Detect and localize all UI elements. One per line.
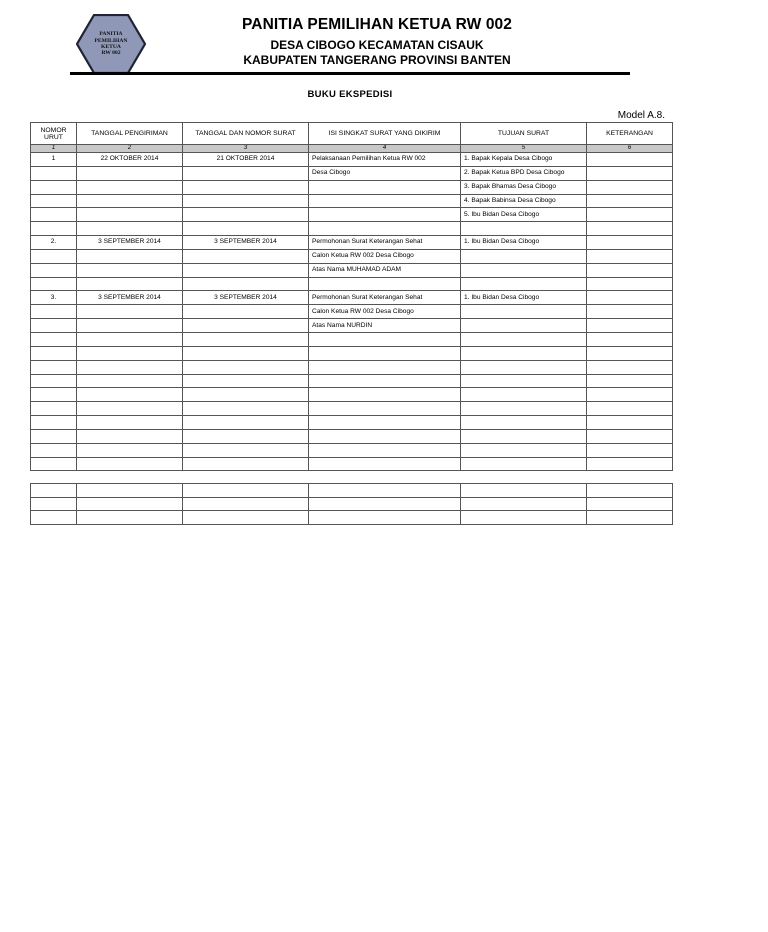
cell-isi-singkat: Permohonan Surat Keterangan Sehat bbox=[309, 236, 461, 250]
cell-keterangan bbox=[587, 360, 673, 374]
cell-isi-singkat bbox=[309, 457, 461, 471]
cell-isi-singkat: Atas Nama NURDIN bbox=[309, 319, 461, 333]
cell-tanggal-pengiriman bbox=[77, 402, 183, 416]
table-row bbox=[31, 319, 673, 333]
cell-tanggal-pengiriman bbox=[77, 222, 183, 236]
cell-keterangan bbox=[587, 180, 673, 194]
cell-tanggal-pengiriman bbox=[77, 208, 183, 222]
header-divider bbox=[70, 72, 630, 75]
cell-nomor-urut bbox=[31, 457, 77, 471]
cell-tujuan-surat bbox=[461, 277, 587, 291]
cell-tanggal-nomor-surat bbox=[183, 208, 309, 222]
cell-tanggal-nomor-surat bbox=[183, 429, 309, 443]
cell-keterangan bbox=[587, 497, 673, 511]
cell-nomor-urut bbox=[31, 277, 77, 291]
cell-tujuan-surat bbox=[461, 497, 587, 511]
table-row bbox=[31, 429, 673, 443]
table-row bbox=[31, 277, 673, 291]
cell-tanggal-nomor-surat bbox=[183, 457, 309, 471]
cell-tanggal-pengiriman bbox=[77, 457, 183, 471]
table-row bbox=[31, 416, 673, 430]
cell-keterangan bbox=[587, 194, 673, 208]
cell-tanggal-nomor-surat bbox=[183, 222, 309, 236]
table-row bbox=[31, 360, 673, 374]
cell-nomor-urut bbox=[31, 249, 77, 263]
table-row bbox=[31, 208, 673, 222]
cell-tanggal-nomor-surat bbox=[183, 277, 309, 291]
cell-keterangan bbox=[587, 291, 673, 305]
table-row bbox=[31, 402, 673, 416]
document-title: PANITIA PEMILIHAN KETUA RW 002 bbox=[242, 16, 512, 33]
cell-keterangan bbox=[587, 443, 673, 457]
column-number-row bbox=[31, 145, 673, 153]
cell-tanggal-nomor-surat bbox=[183, 305, 309, 319]
cell-tanggal-pengiriman bbox=[77, 497, 183, 511]
cell-isi-singkat bbox=[309, 346, 461, 360]
cell-nomor-urut: 2. bbox=[31, 236, 77, 250]
table-row bbox=[31, 249, 673, 263]
cell-tujuan-surat bbox=[461, 360, 587, 374]
continuation-table bbox=[30, 483, 673, 525]
cell-isi-singkat bbox=[309, 497, 461, 511]
table-row bbox=[31, 332, 673, 346]
table-row bbox=[31, 484, 673, 498]
column-number: 6 bbox=[587, 145, 673, 153]
cell-nomor-urut bbox=[31, 305, 77, 319]
cell-tujuan-surat bbox=[461, 319, 587, 333]
cell-tujuan-surat bbox=[461, 457, 587, 471]
column-number: 5 bbox=[461, 145, 587, 153]
header-tanggal-pengiriman: TANGGAL PENGIRIMAN bbox=[77, 123, 183, 145]
cell-isi-singkat: Desa Cibogo bbox=[309, 166, 461, 180]
cell-nomor-urut bbox=[31, 180, 77, 194]
cell-tanggal-nomor-surat bbox=[183, 194, 309, 208]
cell-nomor-urut bbox=[31, 222, 77, 236]
cell-tujuan-surat: 3. Bapak Bhamas Desa Cibogo bbox=[461, 180, 587, 194]
header-keterangan: KETERANGAN bbox=[587, 123, 673, 145]
cell-tanggal-nomor-surat bbox=[183, 497, 309, 511]
cell-nomor-urut bbox=[31, 360, 77, 374]
cell-isi-singkat bbox=[309, 277, 461, 291]
cell-keterangan bbox=[587, 222, 673, 236]
cell-tujuan-surat bbox=[461, 429, 587, 443]
cell-keterangan bbox=[587, 208, 673, 222]
cell-tujuan-surat: 2. Bapak Ketua BPD Desa Cibogo bbox=[461, 166, 587, 180]
dispatch-table bbox=[30, 122, 673, 471]
cell-tanggal-pengiriman bbox=[77, 360, 183, 374]
table-row bbox=[31, 305, 673, 319]
book-title: BUKU EKSPEDISI bbox=[307, 89, 393, 100]
cell-tanggal-nomor-surat bbox=[183, 332, 309, 346]
cell-tanggal-pengiriman bbox=[77, 346, 183, 360]
cell-tanggal-pengiriman bbox=[77, 305, 183, 319]
cell-nomor-urut bbox=[31, 511, 77, 525]
cell-keterangan bbox=[587, 374, 673, 388]
cell-tujuan-surat bbox=[461, 484, 587, 498]
cell-tanggal-nomor-surat bbox=[183, 166, 309, 180]
village-district-line: DESA CIBOGO KECAMATAN CISAUK bbox=[270, 38, 484, 52]
cell-isi-singkat bbox=[309, 180, 461, 194]
cell-tujuan-surat bbox=[461, 511, 587, 525]
cell-nomor-urut: 3. bbox=[31, 291, 77, 305]
cell-tanggal-pengiriman bbox=[77, 319, 183, 333]
table-row bbox=[31, 180, 673, 194]
cell-tanggal-nomor-surat bbox=[183, 263, 309, 277]
table-body bbox=[31, 153, 673, 471]
cell-keterangan bbox=[587, 388, 673, 402]
cell-nomor-urut bbox=[31, 416, 77, 430]
cell-tujuan-surat bbox=[461, 263, 587, 277]
cell-isi-singkat bbox=[309, 360, 461, 374]
cell-nomor-urut bbox=[31, 194, 77, 208]
cell-keterangan bbox=[587, 166, 673, 180]
cell-tanggal-nomor-surat bbox=[183, 484, 309, 498]
cell-nomor-urut bbox=[31, 497, 77, 511]
cell-tujuan-surat: 1. Ibu Bidan Desa Cibogo bbox=[461, 236, 587, 250]
cell-isi-singkat bbox=[309, 443, 461, 457]
cell-keterangan bbox=[587, 305, 673, 319]
cell-tanggal-pengiriman bbox=[77, 194, 183, 208]
cell-tujuan-surat bbox=[461, 222, 587, 236]
cell-isi-singkat: Atas Nama MUHAMAD ADAM bbox=[309, 263, 461, 277]
cell-tujuan-surat bbox=[461, 388, 587, 402]
table-row bbox=[31, 166, 673, 180]
cell-tanggal-nomor-surat bbox=[183, 511, 309, 525]
seal-line: PEMILIHAN bbox=[94, 37, 128, 44]
seal-line: RW 002 bbox=[101, 50, 121, 57]
column-number: 3 bbox=[183, 145, 309, 153]
cell-tanggal-nomor-surat bbox=[183, 319, 309, 333]
table-row bbox=[31, 346, 673, 360]
cell-isi-singkat: Calon Ketua RW 002 Desa Cibogo bbox=[309, 249, 461, 263]
cell-tanggal-nomor-surat bbox=[183, 388, 309, 402]
cell-nomor-urut bbox=[31, 374, 77, 388]
cell-tanggal-pengiriman bbox=[77, 484, 183, 498]
cell-tujuan-surat bbox=[461, 416, 587, 430]
regency-province-line: KABUPATEN TANGERANG PROVINSI BANTEN bbox=[243, 53, 511, 67]
cell-tanggal-nomor-surat: 21 OKTOBER 2014 bbox=[183, 153, 309, 167]
cell-isi-singkat bbox=[309, 416, 461, 430]
continuation-body bbox=[31, 484, 673, 525]
cell-isi-singkat: Pelaksanaan Pemilihan Ketua RW 002 bbox=[309, 153, 461, 167]
cell-tanggal-nomor-surat bbox=[183, 416, 309, 430]
cell-isi-singkat bbox=[309, 402, 461, 416]
cell-tanggal-nomor-surat bbox=[183, 180, 309, 194]
cell-nomor-urut bbox=[31, 388, 77, 402]
committee-seal-logo bbox=[76, 14, 146, 74]
cell-tujuan-surat bbox=[461, 305, 587, 319]
cell-keterangan bbox=[587, 236, 673, 250]
cell-keterangan bbox=[587, 457, 673, 471]
cell-tujuan-surat bbox=[461, 402, 587, 416]
cell-tujuan-surat: 1. Ibu Bidan Desa Cibogo bbox=[461, 291, 587, 305]
cell-isi-singkat bbox=[309, 429, 461, 443]
cell-tanggal-pengiriman bbox=[77, 416, 183, 430]
header-isi-singkat: ISI SINGKAT SURAT YANG DIKIRIM bbox=[309, 123, 461, 145]
cell-keterangan bbox=[587, 429, 673, 443]
cell-tujuan-surat bbox=[461, 374, 587, 388]
cell-isi-singkat bbox=[309, 374, 461, 388]
cell-tanggal-nomor-surat bbox=[183, 374, 309, 388]
cell-keterangan bbox=[587, 319, 673, 333]
seal-line: KETUA bbox=[101, 44, 121, 50]
cell-isi-singkat bbox=[309, 194, 461, 208]
cell-tanggal-pengiriman: 3 SEPTEMBER 2014 bbox=[77, 291, 183, 305]
cell-tanggal-nomor-surat bbox=[183, 360, 309, 374]
cell-isi-singkat bbox=[309, 484, 461, 498]
cell-keterangan bbox=[587, 511, 673, 525]
cell-tanggal-pengiriman bbox=[77, 277, 183, 291]
table-row bbox=[31, 388, 673, 402]
cell-tujuan-surat bbox=[461, 249, 587, 263]
table-row bbox=[31, 263, 673, 277]
cell-tanggal-pengiriman bbox=[77, 332, 183, 346]
cell-tanggal-pengiriman: 22 OKTOBER 2014 bbox=[77, 153, 183, 167]
cell-tanggal-nomor-surat bbox=[183, 249, 309, 263]
cell-nomor-urut bbox=[31, 208, 77, 222]
cell-tujuan-surat: 4. Bapak Babinsa Desa Cibogo bbox=[461, 194, 587, 208]
cell-nomor-urut bbox=[31, 263, 77, 277]
header-tujuan-surat: TUJUAN SURAT bbox=[461, 123, 587, 145]
cell-keterangan bbox=[587, 277, 673, 291]
cell-keterangan bbox=[587, 249, 673, 263]
cell-nomor-urut bbox=[31, 346, 77, 360]
table-row bbox=[31, 194, 673, 208]
cell-tanggal-pengiriman bbox=[77, 429, 183, 443]
cell-isi-singkat: Calon Ketua RW 002 Desa Cibogo bbox=[309, 305, 461, 319]
cell-keterangan bbox=[587, 332, 673, 346]
table-row bbox=[31, 291, 673, 305]
cell-tujuan-surat bbox=[461, 346, 587, 360]
header-nomor-urut: NOMOR URUT bbox=[31, 123, 77, 145]
cell-nomor-urut bbox=[31, 166, 77, 180]
cell-tanggal-nomor-surat bbox=[183, 443, 309, 457]
cell-keterangan bbox=[587, 263, 673, 277]
cell-nomor-urut bbox=[31, 332, 77, 346]
cell-tanggal-pengiriman: 3 SEPTEMBER 2014 bbox=[77, 236, 183, 250]
table-row bbox=[31, 511, 673, 525]
cell-tanggal-nomor-surat: 3 SEPTEMBER 2014 bbox=[183, 291, 309, 305]
cell-isi-singkat bbox=[309, 222, 461, 236]
table-row bbox=[31, 153, 673, 167]
table-row bbox=[31, 457, 673, 471]
cell-nomor-urut bbox=[31, 429, 77, 443]
cell-tanggal-pengiriman bbox=[77, 249, 183, 263]
table-row bbox=[31, 374, 673, 388]
cell-isi-singkat bbox=[309, 332, 461, 346]
cell-tanggal-nomor-surat bbox=[183, 346, 309, 360]
cell-tanggal-pengiriman bbox=[77, 180, 183, 194]
cell-tujuan-surat bbox=[461, 443, 587, 457]
cell-tujuan-surat: 5. Ibu Bidan Desa Cibogo bbox=[461, 208, 587, 222]
table-row bbox=[31, 236, 673, 250]
cell-nomor-urut bbox=[31, 319, 77, 333]
table-header-row bbox=[31, 123, 673, 145]
table-row bbox=[31, 497, 673, 511]
cell-isi-singkat bbox=[309, 388, 461, 402]
cell-tanggal-pengiriman bbox=[77, 166, 183, 180]
cell-nomor-urut bbox=[31, 443, 77, 457]
cell-nomor-urut bbox=[31, 402, 77, 416]
cell-tanggal-nomor-surat: 3 SEPTEMBER 2014 bbox=[183, 236, 309, 250]
cell-tanggal-pengiriman bbox=[77, 388, 183, 402]
cell-tujuan-surat: 1. Bapak Kepala Desa Cibogo bbox=[461, 153, 587, 167]
column-number: 2 bbox=[77, 145, 183, 153]
seal-line: PANITIA bbox=[99, 31, 123, 38]
cell-tanggal-pengiriman bbox=[77, 374, 183, 388]
cell-tanggal-pengiriman bbox=[77, 263, 183, 277]
cell-tujuan-surat bbox=[461, 332, 587, 346]
cell-keterangan bbox=[587, 484, 673, 498]
table-row bbox=[31, 222, 673, 236]
cell-tanggal-pengiriman bbox=[77, 443, 183, 457]
cell-tanggal-nomor-surat bbox=[183, 402, 309, 416]
column-number: 1 bbox=[31, 145, 77, 153]
cell-isi-singkat bbox=[309, 208, 461, 222]
cell-nomor-urut: 1 bbox=[31, 153, 77, 167]
header-tanggal-nomor-surat: TANGGAL DAN NOMOR SURAT bbox=[183, 123, 309, 145]
model-code: Model A.8. bbox=[617, 110, 665, 121]
cell-nomor-urut bbox=[31, 484, 77, 498]
cell-keterangan bbox=[587, 153, 673, 167]
column-number: 4 bbox=[309, 145, 461, 153]
cell-keterangan bbox=[587, 402, 673, 416]
cell-keterangan bbox=[587, 416, 673, 430]
cell-tanggal-pengiriman bbox=[77, 511, 183, 525]
cell-isi-singkat: Permohonan Surat Keterangan Sehat bbox=[309, 291, 461, 305]
cell-keterangan bbox=[587, 346, 673, 360]
table-row bbox=[31, 443, 673, 457]
seal-text bbox=[76, 14, 146, 74]
cell-isi-singkat bbox=[309, 511, 461, 525]
